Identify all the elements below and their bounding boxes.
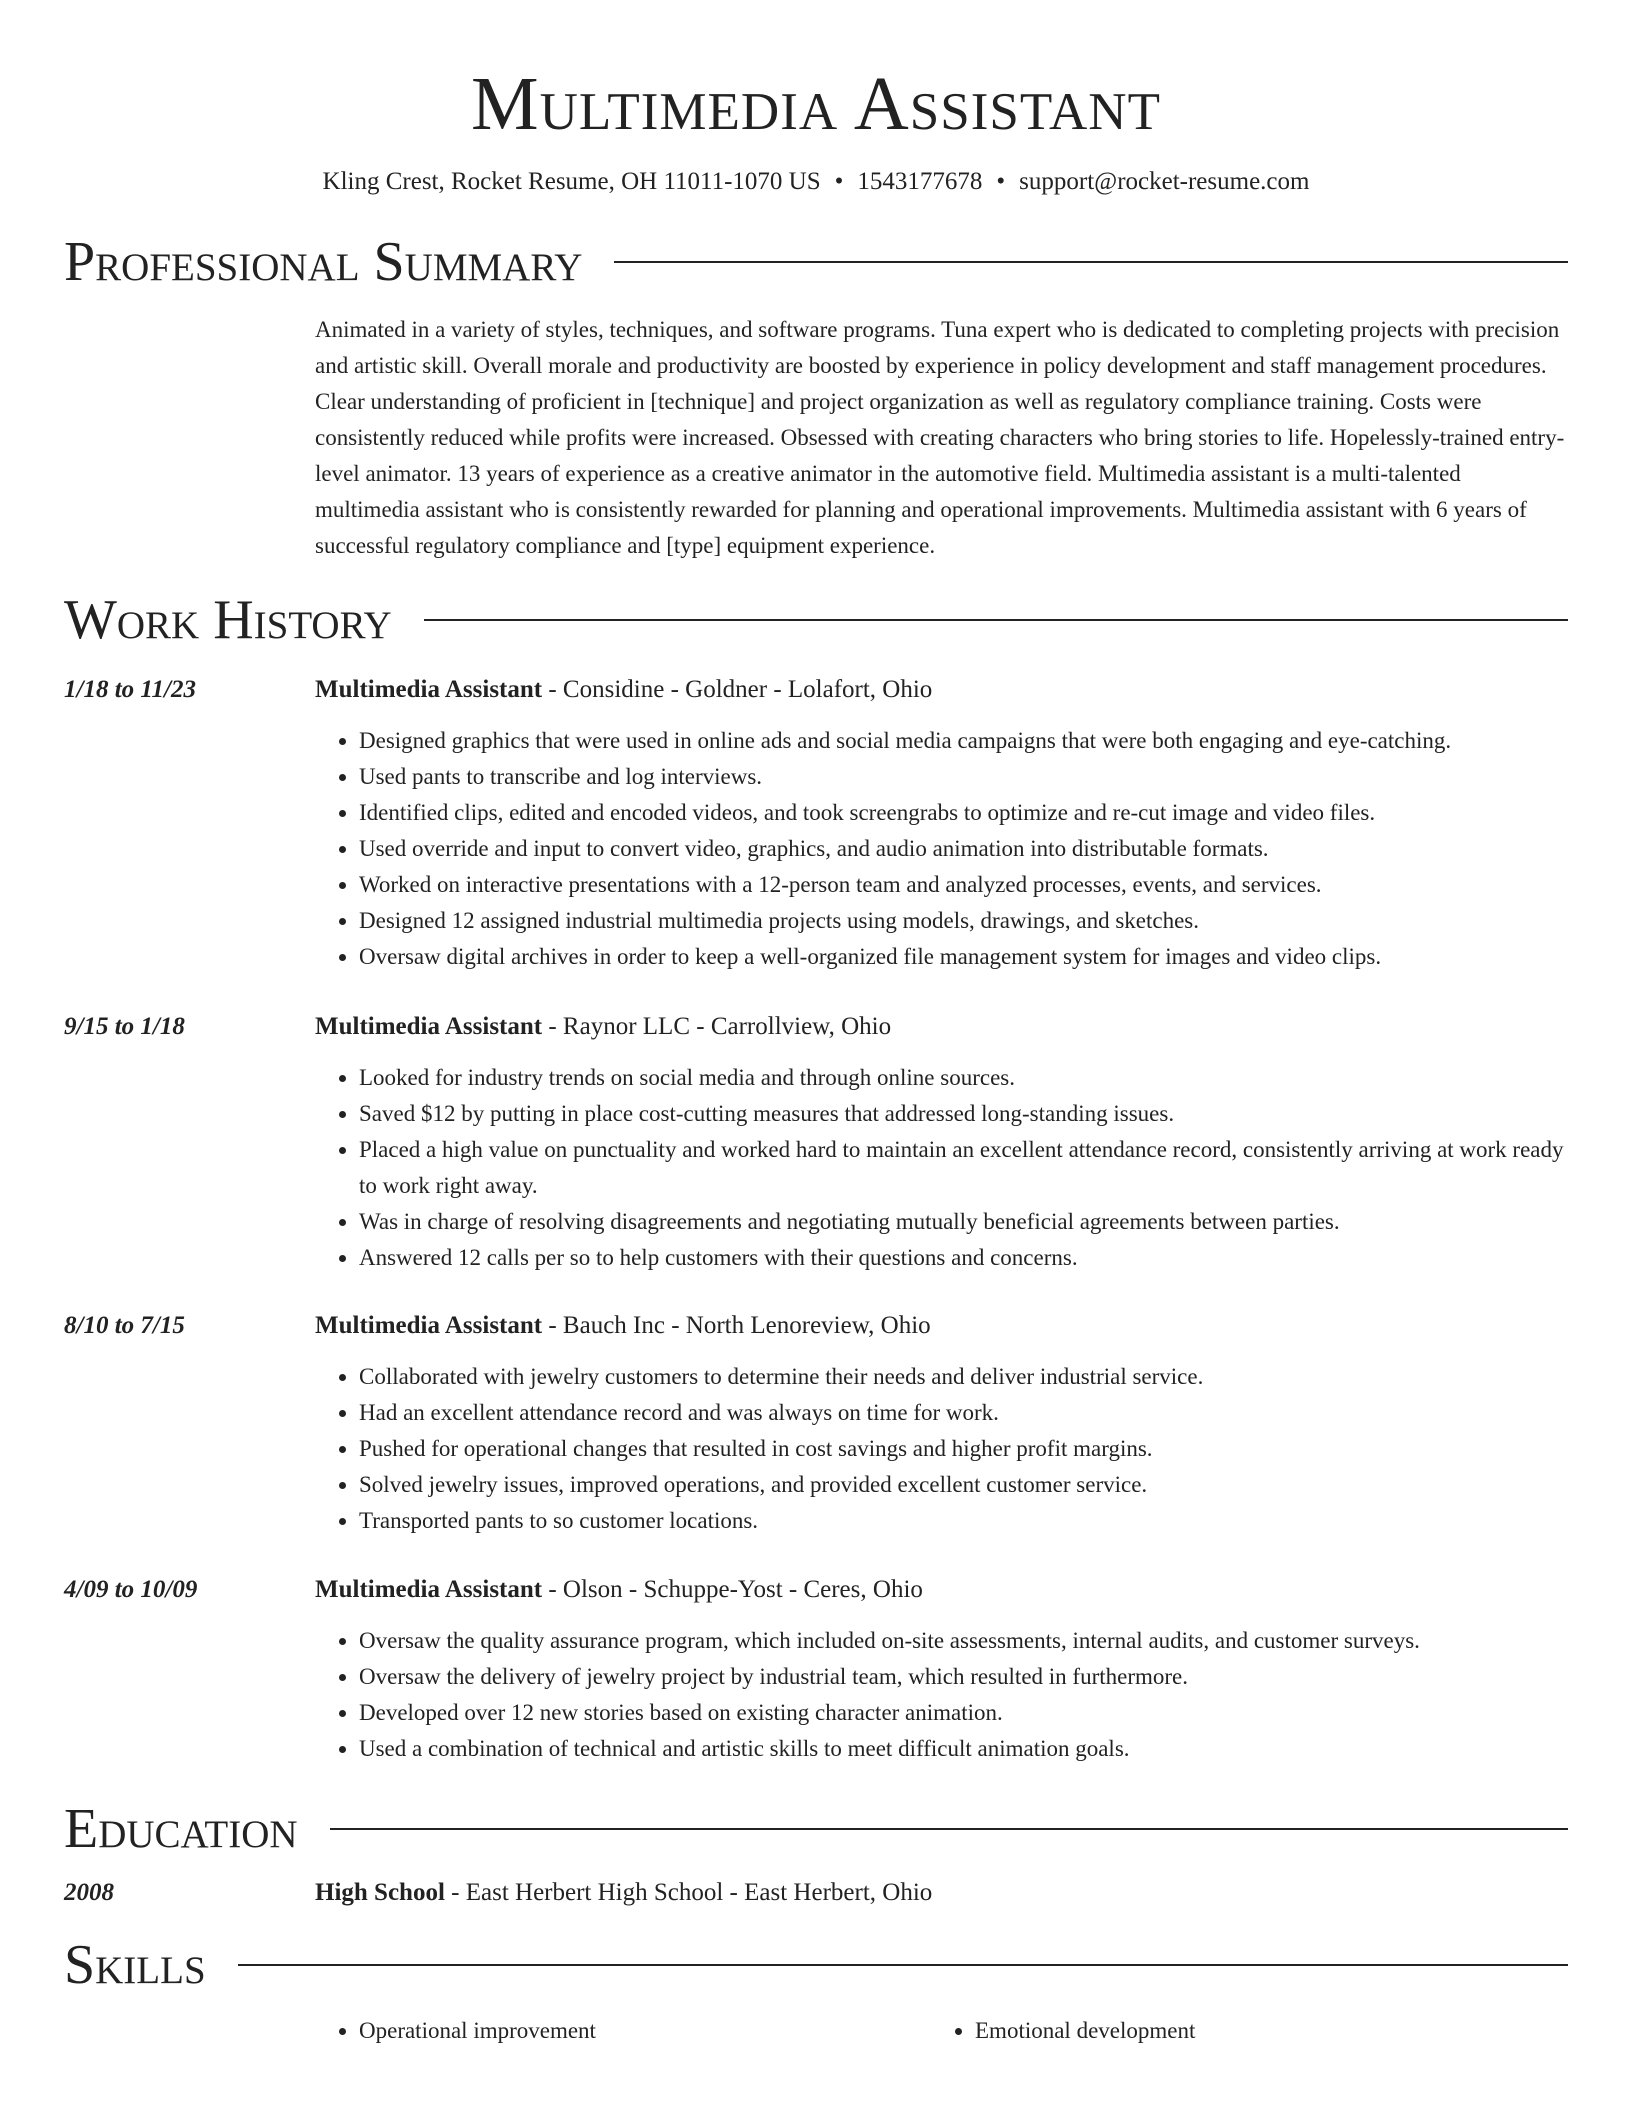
education-degree: High School	[315, 1879, 445, 1906]
job-bullet: • Was in charge of resolving disagreements and negotiating mutually beneficial agreements between parties.	[359, 1204, 1568, 1240]
job-title-line	[315, 672, 1568, 708]
job-title-line	[315, 1009, 1568, 1045]
contact-email: support@rocket-resume.com	[1019, 168, 1310, 195]
education-year: 2008	[64, 1879, 114, 1906]
skills-heading: Skills	[64, 1934, 206, 1996]
job-entry	[64, 672, 1568, 975]
job-bullet: • Collaborated with jewelry customers to determine their needs and deliver industrial service.	[359, 1359, 1568, 1395]
job-title: Multimedia Assistant	[315, 1576, 543, 1603]
contact-line	[64, 166, 1568, 198]
job-title-line	[315, 1572, 1568, 1608]
contact-phone: 1543177678	[857, 168, 983, 195]
work-heading: Work History	[64, 589, 392, 651]
job-bullet: • Oversaw the delivery of jewelry project by industrial team, which resulted in furthermore.	[359, 1659, 1568, 1695]
skills-section-header	[64, 1933, 1568, 1997]
job-bullets	[315, 723, 1568, 975]
job-bullet: • Worked on interactive presentations with a 12-person team and analyzed processes, events, and services.	[359, 867, 1568, 903]
section-divider	[424, 619, 1568, 621]
job-title-line	[315, 1308, 1568, 1344]
work-section-header	[64, 588, 1568, 652]
job-title: Multimedia Assistant	[315, 1013, 543, 1040]
job-employer-details: - Considine - Goldner - Lolafort, Ohio	[542, 676, 933, 703]
section-divider	[614, 261, 1568, 263]
job-bullet: • Had an excellent attendance record and was always on time for work.	[359, 1395, 1568, 1431]
education-section-header	[64, 1797, 1568, 1861]
job-bullet: • Used pants to transcribe and log interviews.	[359, 759, 1568, 795]
job-body	[315, 1009, 1568, 1276]
job-title: Multimedia Assistant	[315, 676, 543, 703]
job-title: Multimedia Assistant	[315, 1312, 543, 1339]
resume-page	[64, 0, 1568, 2049]
education-body	[315, 1875, 1568, 1911]
job-bullet: • Placed a high value on punctuality and worked hard to maintain an excellent attendance record, consistently arriving at work ready to work right away.	[359, 1132, 1568, 1204]
job-dates: 1/18 to 11/23	[64, 676, 196, 703]
education-heading: Education	[64, 1798, 298, 1860]
job-dates: 9/15 to 1/18	[64, 1013, 185, 1040]
summary-heading: Professional Summary	[64, 231, 583, 293]
job-dates: 8/10 to 7/15	[64, 1312, 185, 1339]
skill-item: • Operational improvement	[359, 2013, 931, 2049]
contact-separator: •	[996, 168, 1006, 195]
job-bullet: • Pushed for operational changes that resulted in cost savings and higher profit margins.	[359, 1431, 1568, 1467]
job-body	[315, 1572, 1568, 1767]
job-bullet: • Used override and input to convert video, graphics, and audio animation into distributable formats.	[359, 831, 1568, 867]
job-bullet: • Saved $12 by putting in place cost-cutting measures that addressed long-standing issues.	[359, 1096, 1568, 1132]
summary-text: Animated in a variety of styles, techniques, and software programs. Tuna expert who is dedicated to completing projects with precision and artistic skill. Overall morale and productivity are boosted by experience in policy development and staff management procedures. Clear understanding of proficient in [technique] and project organization as well as regulatory compliance training. Costs were consistently reduced while profits were increased. Obsessed with creating characters who bring stories to life. Hopelessly-trained entry-level animator. 13 years of experience as a creative animator in the automotive field. Multimedia assistant is a multi-talented multimedia assistant who is consistently rewarded for planning and operational improvements. Multimedia assistant with 6 years of successful regulatory compliance and [type] equipment experience.	[315, 317, 1565, 558]
job-bullets	[315, 1060, 1568, 1276]
job-body	[315, 1308, 1568, 1539]
job-entry	[64, 1308, 1568, 1539]
job-bullet: • Oversaw the quality assurance program, which included on-site assessments, internal audits, and customer surveys.	[359, 1623, 1568, 1659]
job-bullet: • Transported pants to so customer locations.	[359, 1503, 1568, 1539]
job-bullet: • Developed over 12 new stories based on existing character animation.	[359, 1695, 1568, 1731]
section-divider	[238, 1964, 1568, 1966]
job-entry	[64, 1009, 1568, 1276]
section-divider	[330, 1828, 1568, 1830]
skills-list	[315, 2013, 1568, 2049]
education-entry	[64, 1875, 1568, 1911]
contact-separator: •	[834, 168, 844, 195]
job-employer-details: - Bauch Inc - North Lenoreview, Ohio	[542, 1312, 931, 1339]
job-employer-details: - Raynor LLC - Carrollview, Ohio	[542, 1013, 892, 1040]
job-employer-details: - Olson - Schuppe-Yost - Ceres, Ohio	[542, 1576, 923, 1603]
skills-column-right	[931, 2013, 1568, 2049]
job-bullet: • Identified clips, edited and encoded videos, and took screengrabs to optimize and re-cut image and video files.	[359, 795, 1568, 831]
job-body	[315, 672, 1568, 975]
job-bullet: • Solved jewelry issues, improved operations, and provided excellent customer service.	[359, 1467, 1568, 1503]
job-bullet: • Answered 12 calls per so to help customers with their questions and concerns.	[359, 1240, 1568, 1276]
candidate-name: Multimedia Assistant	[471, 62, 1161, 146]
job-bullet: • Designed graphics that were used in online ads and social media campaigns that were both engaging and eye-catching.	[359, 723, 1568, 759]
skills-column-left	[315, 2013, 931, 2049]
job-bullet: • Looked for industry trends on social media and through online sources.	[359, 1060, 1568, 1096]
summary-section-header	[64, 230, 1568, 294]
skill-item: • Emotional development	[975, 2013, 1568, 2049]
job-bullet: • Designed 12 assigned industrial multimedia projects using models, drawings, and sketches.	[359, 903, 1568, 939]
job-entry	[64, 1572, 1568, 1767]
education-title-line	[315, 1875, 1568, 1911]
job-bullets	[315, 1359, 1568, 1539]
job-bullet: • Used a combination of technical and artistic skills to meet difficult animation goals.	[359, 1731, 1568, 1767]
job-dates: 4/09 to 10/09	[64, 1576, 198, 1603]
job-bullet: • Oversaw digital archives in order to keep a well-organized file management system for images and video clips.	[359, 939, 1568, 975]
job-bullets	[315, 1623, 1568, 1767]
education-school-details: - East Herbert High School - East Herbert, Ohio	[444, 1879, 933, 1906]
contact-address: Kling Crest, Rocket Resume, OH 11011-1070 US	[322, 168, 821, 195]
